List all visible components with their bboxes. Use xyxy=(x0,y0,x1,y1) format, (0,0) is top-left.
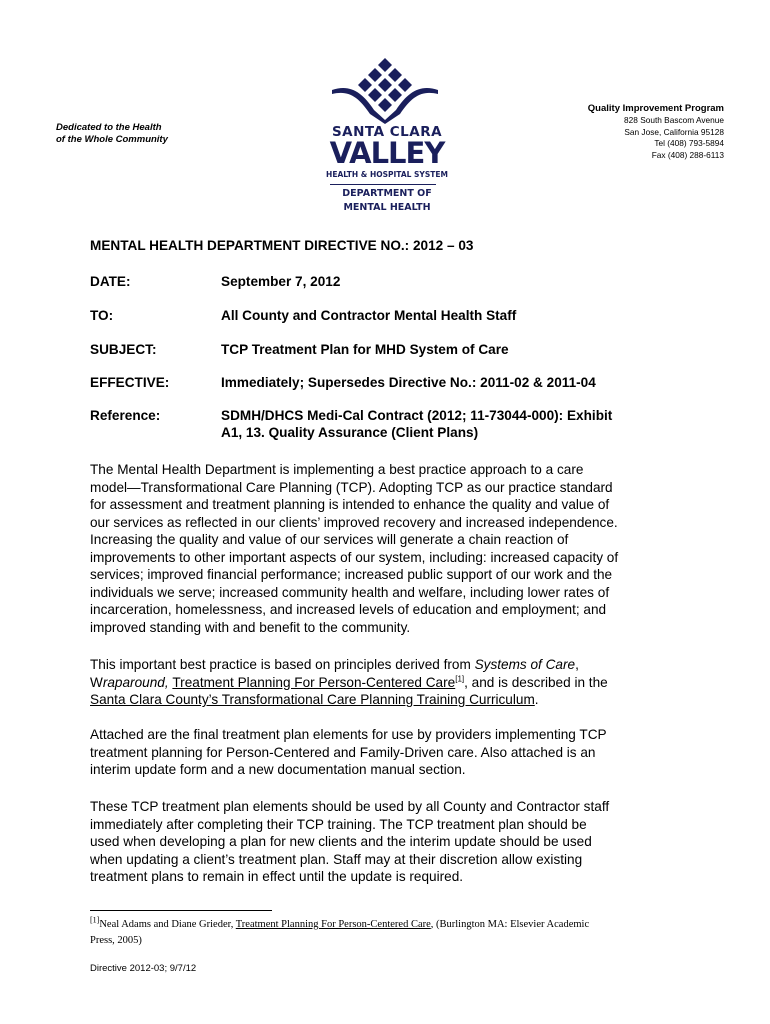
fax-line: Fax (408) 288-6113 xyxy=(651,149,724,160)
book-title-link: Treatment Planning For Person-Centered Care xyxy=(172,674,456,690)
field-value: Immediately; Supersedes Directive No.: 2011-02 & 2011-04 xyxy=(221,375,596,390)
paragraph-line xyxy=(90,674,690,692)
field-value: TCP Treatment Plan for MHD System of Care xyxy=(221,342,509,357)
text-run: , xyxy=(575,657,579,672)
field-label: DATE: xyxy=(90,274,131,289)
footnote-book-title: Treatment Planning For Person-Centered Care xyxy=(235,919,431,930)
paragraph-line: treatment plans to remain in effect until the update is required. xyxy=(90,869,464,884)
paragraph-line: incarceration, homelessness, and increased levels of education and employment; and xyxy=(90,602,607,617)
org-name-line-1: SANTA CLARA xyxy=(331,124,443,140)
curriculum-title: Santa Clara County’s Transformational Care Planning Training Curriculum xyxy=(90,692,535,707)
paragraph-3 xyxy=(90,726,690,779)
paragraph-line: model—Transformational Care Planning (TCP). Adopting TCP as our practice standard xyxy=(90,479,613,495)
footnote-line-1 xyxy=(90,917,690,933)
department-line-1: DEPARTMENT OF xyxy=(342,188,432,199)
footnote xyxy=(90,917,690,949)
address-line-1: 828 South Bascom Avenue xyxy=(624,115,724,125)
paragraph-line: when updating a client’s treatment plan. Staff may at their discretion allow existing xyxy=(90,851,583,867)
paragraph-line: improvements to other important aspects of our system, including: increased capacity of xyxy=(90,549,619,565)
field-value xyxy=(221,407,671,441)
footnote-ref[interactable]: [1] xyxy=(455,673,465,683)
footnote-line-2: Press, 2005) xyxy=(90,935,142,946)
paragraph-line: services; improved financial performance; increased public support of our work and the xyxy=(90,567,613,582)
paragraph-line: These TCP treatment plan elements should be used by all County and Contractor staff xyxy=(90,799,610,814)
paragraph-line: treatment planning for Person-Centered and Family-Driven care. Also attached is an xyxy=(90,744,596,760)
paragraph-line: interim update form and a new documentation manual section. xyxy=(90,762,466,777)
field-value: All County and Contractor Mental Health Staff xyxy=(221,308,517,323)
field-label: Reference: xyxy=(90,408,161,423)
paragraph-2 xyxy=(90,656,690,709)
paragraph-line: The Mental Health Department is implementing a best practice approach to a care xyxy=(90,462,584,477)
paragraph-line xyxy=(90,656,690,674)
wraparound-title: raparound, xyxy=(102,674,173,690)
dedication-text xyxy=(56,122,168,146)
paragraph-line xyxy=(90,691,690,709)
paragraph-1 xyxy=(90,461,690,636)
field-label: EFFECTIVE: xyxy=(90,375,170,390)
paragraph-line: individuals we serve; increased community health and welfare, including lower rates of xyxy=(90,584,610,600)
paragraph-line: immediately after completing their TCP training. The TCP treatment plan should be xyxy=(90,816,587,832)
paragraph-line: Attached are the final treatment plan elements for use by providers implementing TCP xyxy=(90,727,607,742)
org-name-line-3: HEALTH & HOSPITAL SYSTEM xyxy=(326,170,448,179)
systems-of-care-title: Systems of Care xyxy=(474,657,576,672)
text-run: This important best practice is based on principles derived from xyxy=(90,657,475,672)
dedication-line-2: of the Whole Community xyxy=(56,134,168,145)
program-name: Quality Improvement Program xyxy=(587,103,724,114)
field-label: SUBJECT: xyxy=(90,342,157,357)
field-label: TO: xyxy=(90,308,114,323)
paragraph-line: Increasing the quality and value of our services will generate a chain reaction of xyxy=(90,532,569,547)
directive-title: MENTAL HEALTH DEPARTMENT DIRECTIVE NO.: 2012 – 03 xyxy=(90,238,474,253)
footnote-authors: Neal Adams and Diane Grieder, xyxy=(99,919,236,930)
address-line-2: San Jose, California 95128 xyxy=(624,126,724,137)
paragraph-line: improved standing with and benefit to the community. xyxy=(90,619,411,635)
paragraph-line: for assessment and treatment planning is intended to enhance the quality and value of xyxy=(90,497,610,512)
reference-line-1: SDMH/DHCS Medi-Cal Contract (2012; 11-73044-000): Exhibit xyxy=(221,408,613,423)
address-block xyxy=(588,102,724,161)
phone-line: Tel (408) 793-5894 xyxy=(654,138,724,148)
logo-divider xyxy=(330,184,436,185)
field-value: September 7, 2012 xyxy=(221,274,341,289)
text-run: W xyxy=(90,674,103,690)
paragraph-line: our services as reflected in our clients’ improved recovery and increased independence. xyxy=(90,514,618,530)
dedication-line-1: Dedicated to the Health xyxy=(56,122,162,133)
field-reference xyxy=(90,407,690,443)
paragraph-line: used when developing a plan for new clients and the interim update should be used xyxy=(90,834,592,849)
text-run: , and is described in the xyxy=(464,674,608,690)
page-footer: Directive 2012-03; 9/7/12 xyxy=(90,963,197,974)
paragraph-4 xyxy=(90,798,690,886)
footnote-publisher: , (Burlington MA: Elsevier Academic xyxy=(430,919,590,930)
text-run: . xyxy=(534,692,539,707)
reference-line-2: A1, 13. Quality Assurance (Client Plans) xyxy=(221,425,479,440)
org-name-line-2: VALLEY xyxy=(329,136,445,170)
footnote-divider xyxy=(90,910,272,911)
santa-clara-valley-logo-icon xyxy=(330,54,440,124)
footnote-marker: [1] xyxy=(90,915,100,925)
department-line-2: MENTAL HEALTH xyxy=(343,202,431,213)
department-name xyxy=(322,187,452,215)
